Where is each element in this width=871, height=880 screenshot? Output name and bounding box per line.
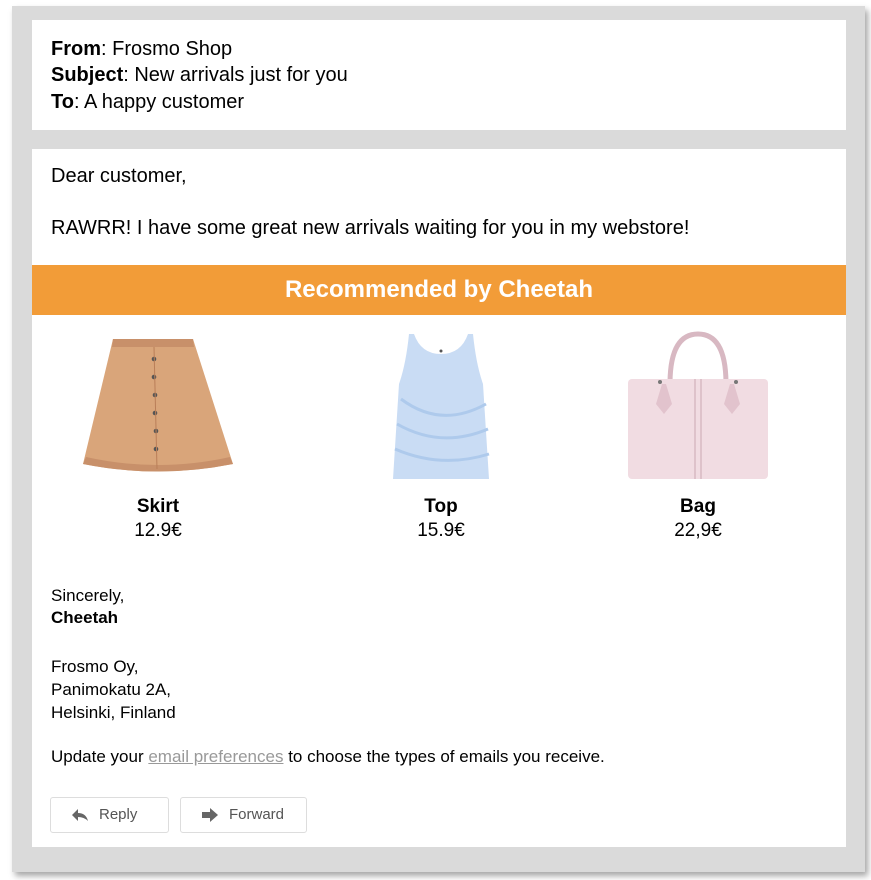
to-line [51,89,244,115]
from-label: From [51,38,101,60]
subject-label: Subject [51,64,124,86]
signoff [51,585,124,629]
company-address [51,655,176,724]
update-suffix: to choose the types of emails you receive. [283,747,605,766]
subject-value: : New arrivals just for you [123,64,348,86]
product-price: 12.9€ [134,520,182,541]
address-line: Frosmo Oy, [51,657,139,676]
reply-arrow-icon [71,808,89,822]
from-line [51,36,232,62]
address-line: Panimokatu 2A, [51,680,172,699]
product-card-bag[interactable] [598,329,798,543]
bag-image[interactable] [598,329,798,484]
update-prefix: Update your [51,747,149,766]
signoff-text: Sincerely, [51,586,125,605]
product-name: Bag [680,496,716,517]
skirt-image[interactable] [58,329,258,484]
product-price: 15.9€ [417,520,465,541]
recommendation-banner: Recommended by Cheetah [32,265,846,315]
forward-label: Forward [229,806,285,823]
greeting: Dear customer, [51,165,187,187]
forward-button[interactable] [180,797,307,833]
preferences-note [51,746,605,768]
reply-button[interactable] [50,797,169,833]
forward-arrow-icon [201,808,219,822]
to-label: To [51,91,74,113]
to-value: : A happy customer [73,91,245,113]
signer-name: Cheetah [51,608,119,627]
product-name: Top [424,496,458,517]
product-name: Skirt [136,496,180,517]
email-header [32,20,846,130]
email-body [32,149,846,847]
reply-label: Reply [99,806,138,823]
address-line: Helsinki, Finland [51,703,176,722]
email-preferences-link[interactable]: email preferences [148,747,284,766]
from-value: : Frosmo Shop [101,38,233,60]
product-card-top[interactable] [341,329,541,543]
product-card-skirt[interactable] [58,329,258,543]
product-price: 22,9€ [674,520,722,541]
subject-line [51,62,348,88]
intro-text: RAWRR! I have some great new arrivals waiting for you in my webstore! [51,217,690,239]
top-image[interactable] [341,329,541,484]
